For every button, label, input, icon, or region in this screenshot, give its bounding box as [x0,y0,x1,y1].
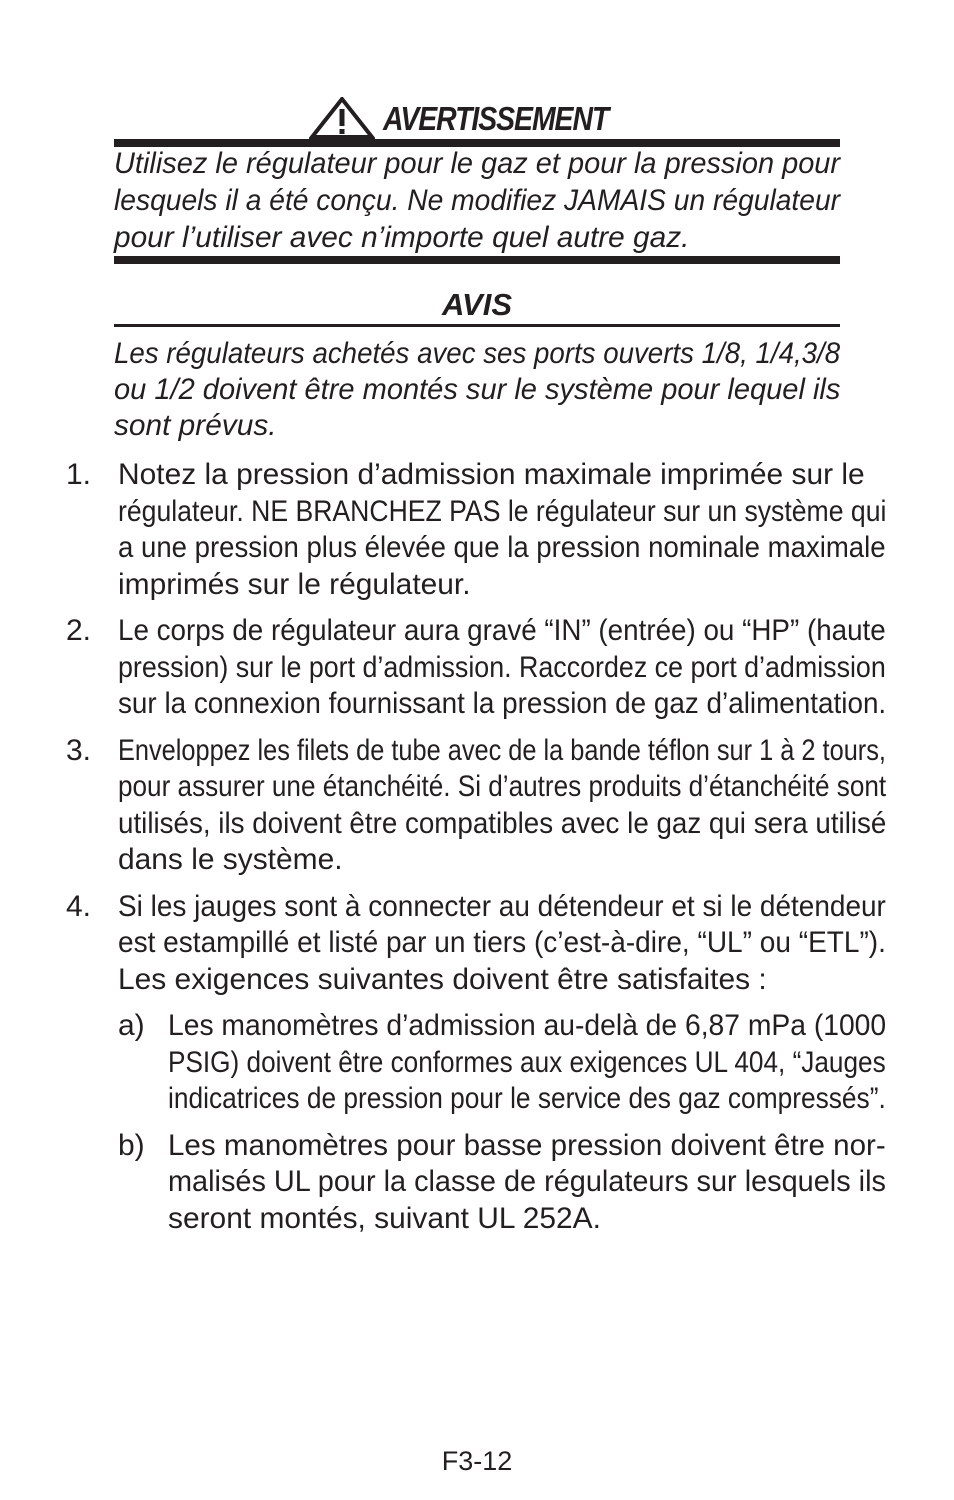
step-number: 2. [66,614,92,647]
warning-heading [114,96,840,140]
step-line: Si les jauges sont à connecter au détendeur et si le détendeur [118,889,886,923]
list-item [66,889,888,1238]
instruction-list [66,457,888,1247]
warning-title: AVERTISSEMENT [383,99,609,137]
step-line: Le corps de régulateur aura gravé “IN” (entrée) ou “HP” (haute [118,614,886,647]
list-item [66,733,888,879]
sub-item-line: Les manomètres d’admission au-delà de 6,87 mPa (1000 [168,1009,887,1042]
warning-line: pour l’utiliser avec n’importe quel autre gaz. [114,221,690,254]
sub-item-line: malisés UL pour la classe de régulateurs sur lesquels ils [168,1165,886,1198]
list-item [66,613,888,723]
sub-list-item [118,1008,888,1118]
step-number: 1. [66,458,92,491]
sub-item-line: seront montés, suivant UL 252A. [168,1201,601,1235]
sub-item-line: PSIG) doivent être conformes aux exigences UL 404, “Jauges [168,1045,886,1079]
notice-line: sont prévus. [114,409,277,442]
step-line: Les exigences suivantes doivent être satisfaites : [118,962,767,996]
warning-text [114,145,844,256]
list-item [66,457,888,603]
sub-item-line: indicatrices de pression pour le service des gaz compressés”. [168,1082,886,1115]
sub-item-text [168,1128,888,1238]
notice-text [114,336,844,444]
sub-item-text [168,1008,888,1118]
step-number: 4. [66,889,92,923]
step-text [118,613,888,723]
step-number: 3. [66,733,92,767]
warning-line: Utilisez le régulateur pour le gaz et pour la pression pour [114,147,841,180]
step-line: Enveloppez les filets de tube avec de la bande téflon sur 1 à 2 tours, [118,733,886,767]
step-line: pression) sur le port d’admission. Raccordez ce port d’admission [118,650,886,684]
step-line: utilisés, ils doivent être compatibles avec le gaz qui sera utilisé [118,806,887,840]
step-text [118,733,888,879]
step-line: est estampillé et listé par un tiers (c’est-à-dire, “UL” ou “ETL”). [118,926,886,959]
step-text [118,889,888,999]
step-line: pour assurer une étanchéité. Si d’autres produits d’étanchéité sont [118,770,887,803]
sub-list-item [118,1128,888,1238]
notice-rule [114,324,840,327]
notice-line: ou 1/2 doivent être montés sur le système pour lequel ils [114,373,841,406]
warning-triangle-icon [309,97,375,139]
sub-item-line: Les manomètres pour basse pression doivent être nor- [168,1128,886,1162]
sub-item-label: b) [118,1128,145,1162]
step-line: dans le système. [118,843,343,876]
step-line: imprimés sur le régulateur. [118,567,471,601]
page-number: F3-12 [441,1446,513,1476]
step-line: a une pression plus élevée que la pression nominale maximale [118,531,886,564]
notice-title: AVIS [441,287,513,322]
sub-item-label: a) [118,1009,145,1042]
notice-line: Les régulateurs achetés avec ses ports ouverts 1/8, 1/4,3/8 [114,337,841,370]
warning-bottom-rule [114,256,840,264]
step-text [118,457,888,603]
step-line: Notez la pression d’admission maximale imprimée sur le [118,458,865,491]
warning-line: lesquels il a été conçu. Ne modifiez JAMAIS un régulateur [114,184,841,217]
step-line: régulateur. NE BRANCHEZ PAS le régulateur sur un système qui [118,494,887,528]
step-line: sur la connexion fournissant la pression de gaz d’alimentation. [118,687,887,720]
